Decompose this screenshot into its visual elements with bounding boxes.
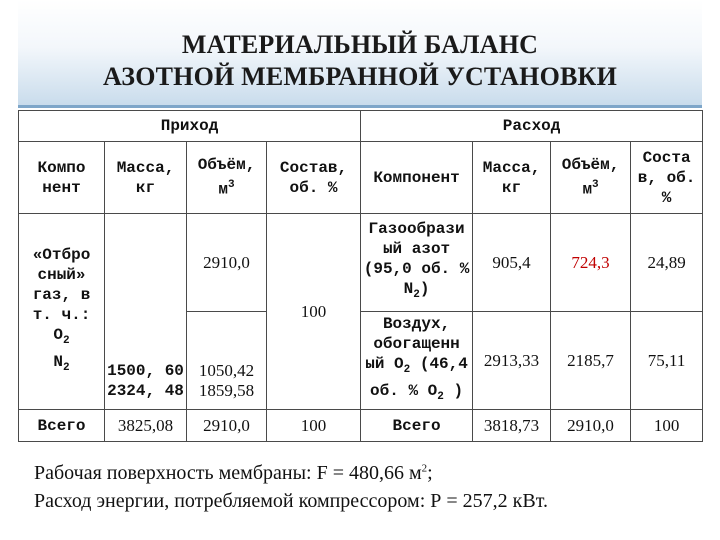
- out-row1-name-text: Газообрази ый азот (95,0 об. % N: [363, 220, 470, 299]
- header-out-volume-text: Объём, м: [561, 156, 620, 199]
- header-out-volume: [551, 142, 631, 214]
- membrane-area-end: ;: [427, 462, 433, 484]
- in-n2-volume: 1859,58: [198, 381, 255, 400]
- header-out-composition: Соста в, об. %: [631, 142, 703, 214]
- page-title-line1: МАТЕРИАЛЬНЫЙ БАЛАНС: [181, 30, 539, 59]
- n2-letter: N: [53, 352, 63, 371]
- out-row2-name-end: ): [443, 381, 464, 400]
- total-in-composition: 100: [267, 410, 361, 442]
- header-out-component: Компонент: [361, 142, 473, 214]
- membrane-area-sup: 2: [421, 462, 428, 475]
- header-in-volume-sup: 3: [228, 179, 235, 192]
- out-row2-name-sub2: 2: [437, 390, 444, 403]
- out-row2-name-mid: (46,4 об. % O: [370, 355, 468, 400]
- out-row2-name-text: Воздух, обогащенн ый O: [365, 315, 460, 374]
- out-row2-mass: 2913,33: [473, 312, 551, 410]
- total-in-volume: 2910,0: [187, 410, 267, 442]
- out-row1-name-end: ): [419, 280, 430, 299]
- in-gas-mass-cell: [105, 214, 187, 410]
- total-out-label: Всего: [361, 410, 473, 442]
- n2-sub: 2: [63, 361, 70, 374]
- in-gas-name-cell: [19, 214, 105, 410]
- o2-letter: O: [53, 326, 63, 345]
- out-row2-volume: 2185,7: [551, 312, 631, 410]
- header-in-mass: Масса, кг: [105, 142, 187, 214]
- in-gas-composition: 100: [267, 214, 361, 410]
- membrane-area-text: Рабочая поверхность мембраны: F = 480,66 м: [34, 462, 422, 484]
- energy-note: Расход энергии, потребляемой компрессором: Р = 257,2 кВт.: [34, 490, 548, 512]
- in-gas-total-volume: 2910,0: [187, 214, 267, 312]
- in-gas-n2-label: [21, 352, 102, 378]
- header-out-mass: Масса, кг: [473, 142, 551, 214]
- out-row1-name-sub: 2: [413, 289, 420, 302]
- in-o2-mass: 1500, 60: [107, 362, 184, 380]
- out-row2-composition: 75,11: [631, 312, 703, 410]
- balance-table-wrapper: [18, 110, 702, 442]
- total-out-mass: 3818,73: [473, 410, 551, 442]
- in-n2-mass: 2324, 48: [107, 382, 184, 400]
- in-split-volume-cell: [187, 312, 267, 410]
- header-in-volume: [187, 142, 267, 214]
- section-expense: Расход: [361, 111, 703, 142]
- section-income: Приход: [19, 111, 361, 142]
- membrane-area-note: [34, 462, 433, 485]
- total-out-volume: 2910,0: [551, 410, 631, 442]
- balance-table: [18, 110, 703, 442]
- in-o2-volume: 1050,42: [198, 361, 255, 380]
- total-in-mass: 3825,08: [105, 410, 187, 442]
- out-row1-composition: 24,89: [631, 214, 703, 312]
- header-out-volume-sup: 3: [592, 179, 599, 192]
- page-title-line2: АЗОТНОЙ МЕМБРАННОЙ УСТАНОВКИ: [102, 62, 618, 91]
- out-row2-name-sub: 2: [403, 364, 411, 377]
- out-row2-name: [361, 312, 473, 410]
- out-row1-mass: 905,4: [473, 214, 551, 312]
- out-row1-volume: 724,3: [551, 214, 631, 312]
- total-out-composition: 100: [631, 410, 703, 442]
- header-in-component: Компо нент: [19, 142, 105, 214]
- in-gas-o2-label: [21, 325, 102, 351]
- out-row1-name: [361, 214, 473, 312]
- in-gas-name: «Отбро сный» газ, в т. ч.:: [32, 246, 91, 325]
- header-in-volume-text: Объём, м: [197, 156, 256, 199]
- o2-sub: 2: [63, 335, 70, 348]
- total-in-label: Всего: [19, 410, 105, 442]
- header-in-composition: Состав, об. %: [267, 142, 361, 214]
